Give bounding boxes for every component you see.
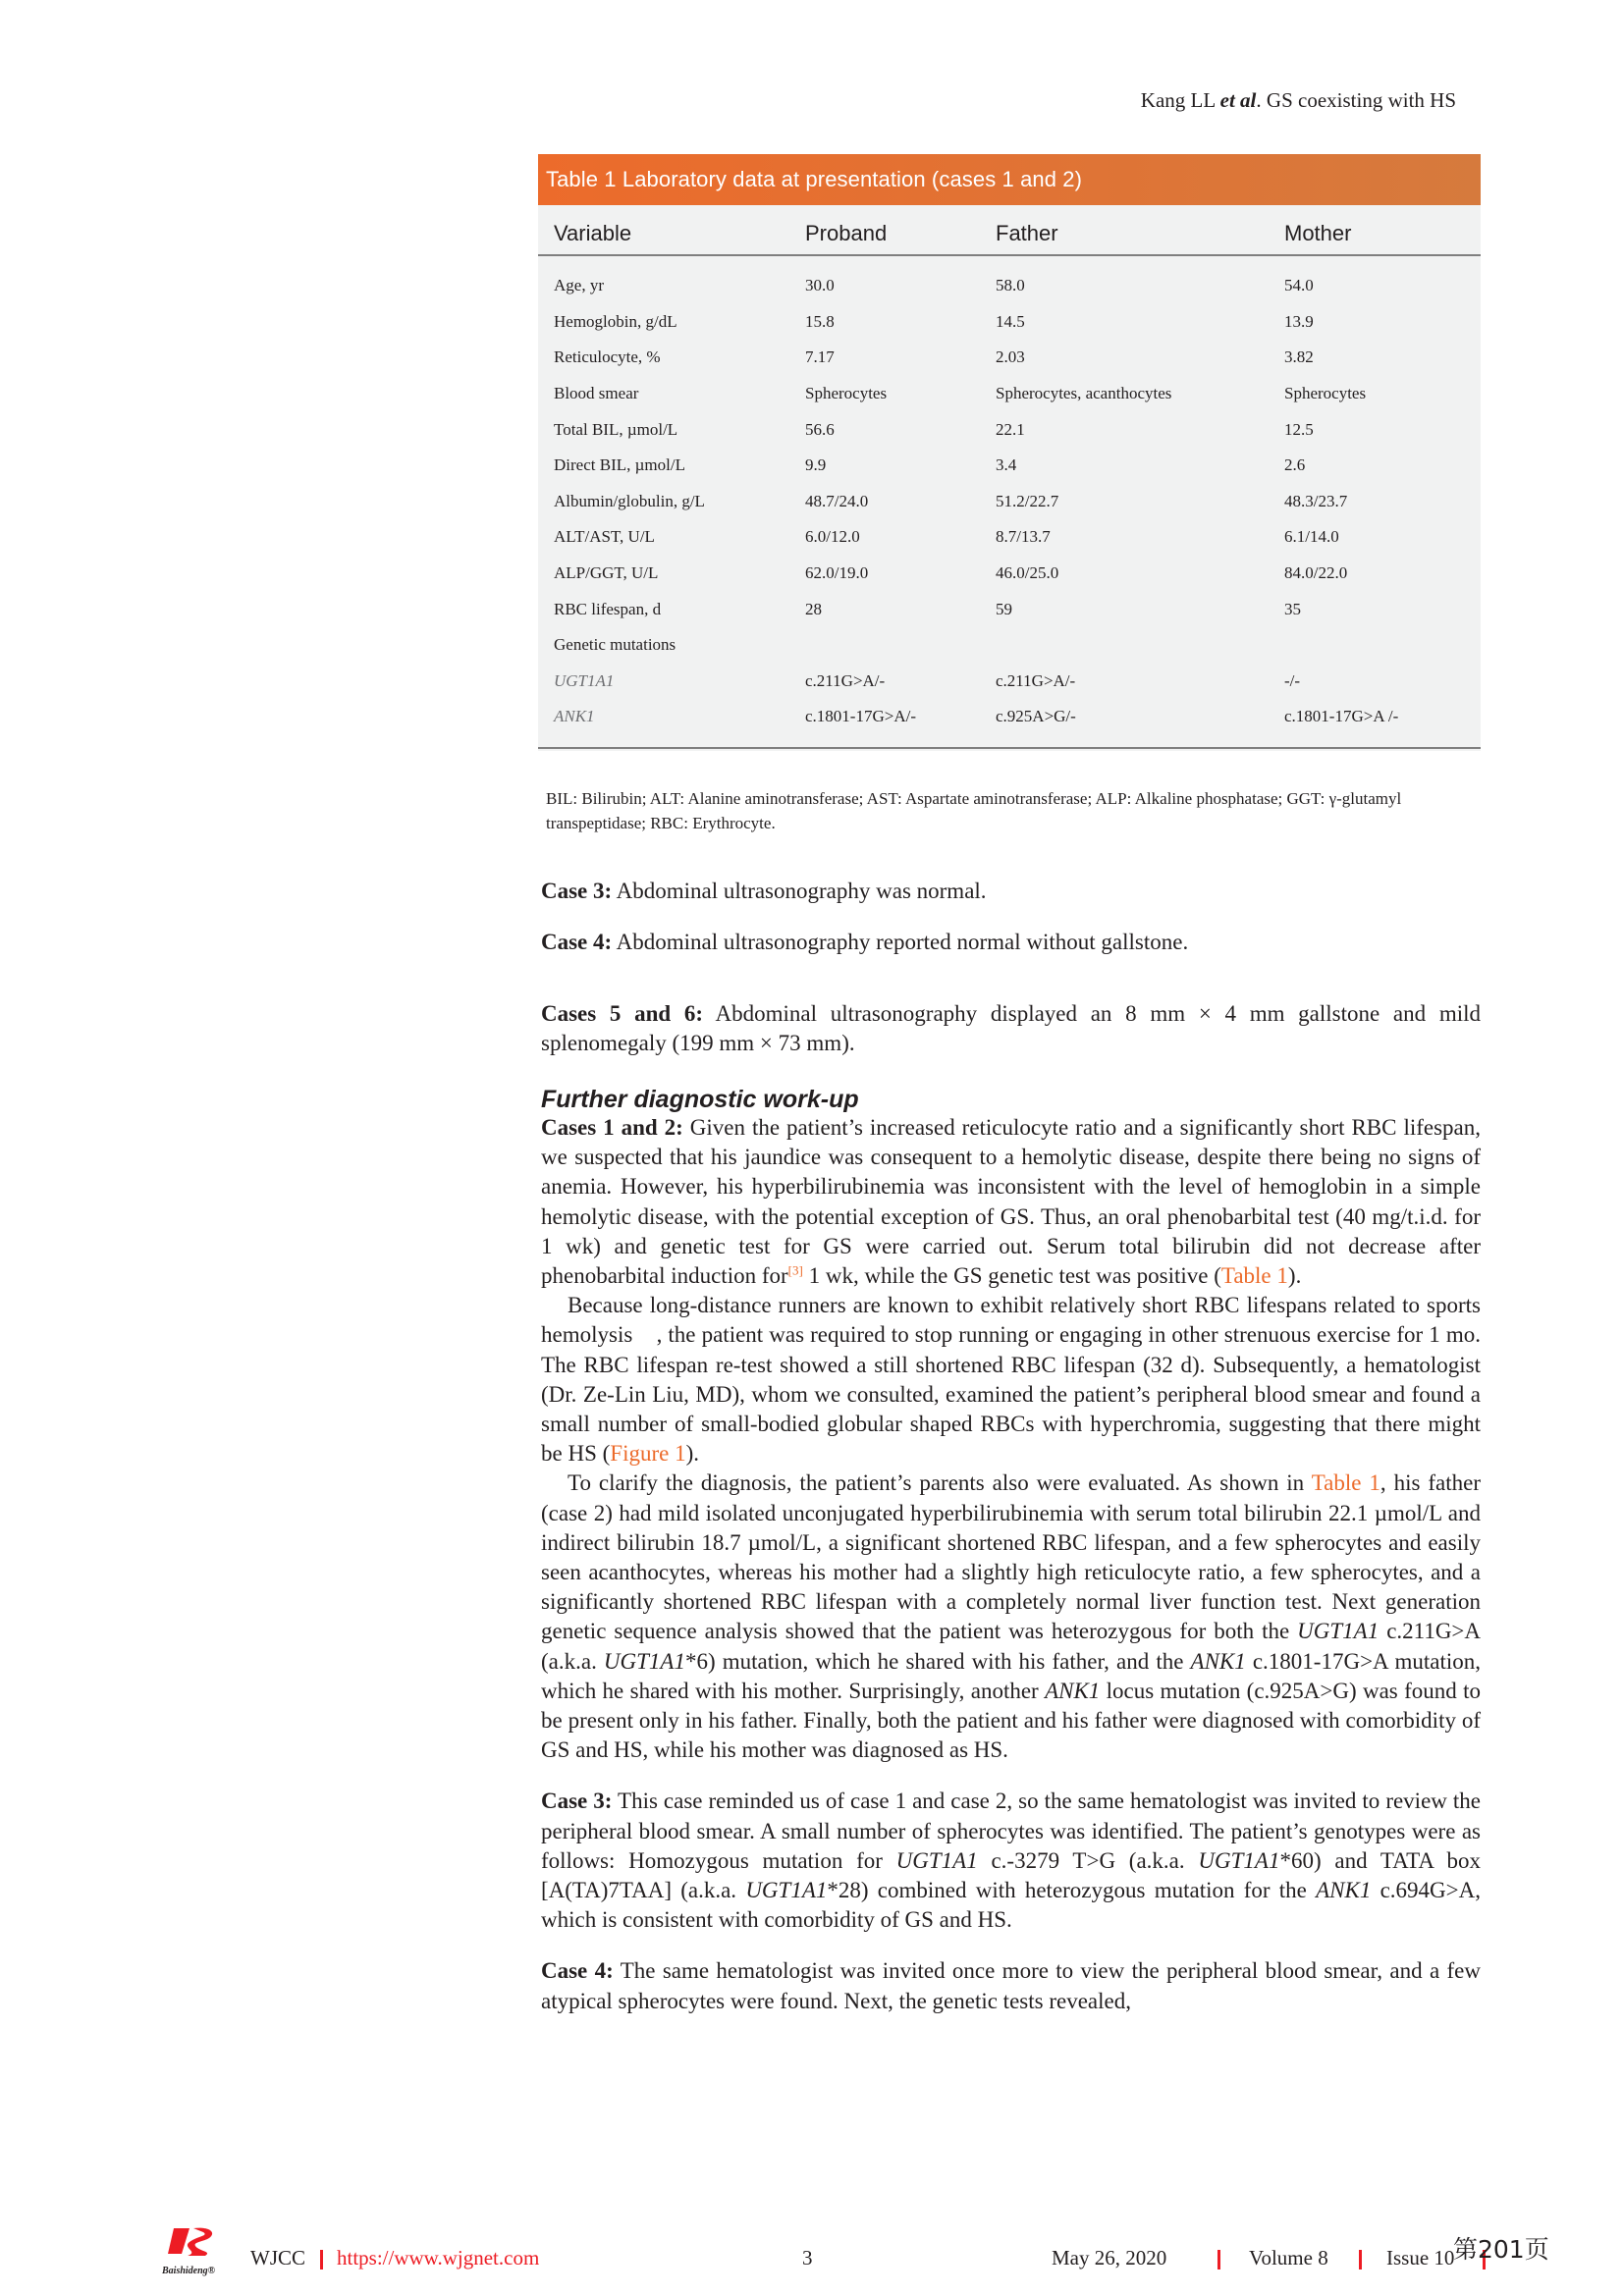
case-4-text: Abdominal ultrasonography reported normal without gallstone. xyxy=(612,930,1189,954)
cn-page-number: 第201页 xyxy=(1453,2235,1549,2264)
table-cell: 7.17 xyxy=(805,347,835,367)
section-heading: Further diagnostic work-up xyxy=(541,1086,859,1113)
table-row xyxy=(538,268,1481,304)
table-cell: Albumin/globulin, g/L xyxy=(554,491,705,510)
table-row xyxy=(538,627,1481,664)
paragraph-label: Cases 1 and 2: xyxy=(541,1115,683,1140)
running-head-et-al: et al xyxy=(1219,88,1257,112)
cases-5-6-paragraph xyxy=(541,999,1481,1058)
table-cell: Blood smear xyxy=(554,384,639,403)
running-head-authors: Kang LL xyxy=(1140,88,1216,112)
paragraph-text: c.-3279 T>G (a.k.a. xyxy=(977,1847,1199,1873)
publication-date: May 26, 2020 xyxy=(1052,2246,1167,2269)
cases-5-6-text: Abdominal ultrasonography displayed an 8 mm × 4 mm gallstone and mild splenomegaly (199 mm × 73 mm). xyxy=(541,1001,1481,1056)
paragraph-text: , the patient was required to stop running or engaging in other strenuous exercise for 1 mo. The RBC lifespan re-test showed a still shortened RBC lifespan (32 d). Subsequently, a hematologist (Dr. Ze-Lin Liu, MD), whom we consulted, examined the patient’s peripheral blood smear and found a small number of small-bodied globular shaped RBCs with hyperchromia, suggesting that there might be HS ( xyxy=(541,1322,1481,1467)
table-cell: 35 xyxy=(1284,599,1301,618)
gene-name: ANK1 xyxy=(1316,1878,1372,1903)
paragraph-text: locus mutation (c.925A>G) was found to be present only in his father. Finally, both the patient and his father were diagnosed with comorbidity of GS and HS, while his mother was diagnosed as HS. xyxy=(541,1678,1481,1763)
paragraph-case-3 xyxy=(541,1787,1481,1935)
running-head-title: . GS coexisting with HS xyxy=(1256,88,1456,112)
page-footer xyxy=(0,2235,1623,2287)
gene-name: UGT1A1 xyxy=(1198,1847,1280,1873)
table-footnote: BIL: Bilirubin; ALT: Alanine aminotransferase; AST: Aspartate aminotransferase; ALP: Alkaline phosphatase; GGT: γ-glutamyl transpeptidase; RBC: Erythrocyte. xyxy=(546,789,1402,832)
table-cell: 84.0/22.0 xyxy=(1284,563,1348,583)
table-cell: 9.9 xyxy=(805,455,827,475)
cases-5-6-label: Cases 5 and 6: xyxy=(541,1001,704,1026)
table-cell: 54.0 xyxy=(1284,276,1314,295)
table-cell: Spherocytes, acanthocytes xyxy=(996,384,1172,403)
table-1-link[interactable]: Table 1 xyxy=(1220,1263,1288,1289)
table-row xyxy=(538,699,1481,735)
case-3-text: Abdominal ultrasonography was normal. xyxy=(612,879,987,903)
running-head xyxy=(1141,88,1456,113)
table-cell: 15.8 xyxy=(805,311,835,331)
table-cell: ALP/GGT, U/L xyxy=(554,563,659,583)
paragraph-text: To clarify the diagnosis, the patient’s parents also were evaluated. As shown in xyxy=(568,1470,1312,1496)
table-cell: 14.5 xyxy=(996,311,1025,331)
gene-name: UGT1A1 xyxy=(1297,1619,1380,1644)
volume: Volume 8 xyxy=(1249,2246,1328,2269)
table-cell: Total BIL, µmol/L xyxy=(554,419,678,439)
case-4-paragraph xyxy=(541,928,1481,957)
table-1-link[interactable]: Table 1 xyxy=(1311,1470,1380,1496)
paragraph-text: *60) and TATA box [A(TA)7TAA] (a.k.a. xyxy=(541,1847,1481,1903)
table-cell: 58.0 xyxy=(996,276,1025,295)
table-cell: Spherocytes xyxy=(805,384,888,403)
paragraph-text: *6) mutation, which he shared with his father, and the xyxy=(684,1648,1191,1674)
table-cell: RBC lifespan, d xyxy=(554,599,662,618)
table-body xyxy=(538,205,1481,751)
table-cell: 6.1/14.0 xyxy=(1284,527,1339,547)
table-header-cell: Father xyxy=(996,221,1058,245)
table-row xyxy=(538,591,1481,627)
table-cell: 56.6 xyxy=(805,419,835,439)
case-3-paragraph xyxy=(541,877,1481,906)
table-cell: 59 xyxy=(996,599,1012,618)
table-cell: ALT/AST, U/L xyxy=(554,527,655,547)
paragraph-parents xyxy=(541,1468,1481,1765)
journal-url-link[interactable]: https://www.wjgnet.com xyxy=(337,2246,540,2269)
case-4-label: Case 4: xyxy=(541,930,613,954)
table-cell: 48.7/24.0 xyxy=(805,491,869,510)
table-cell: 8.7/13.7 xyxy=(996,527,1051,547)
table-header-cell: Mother xyxy=(1284,221,1352,245)
table-row xyxy=(538,376,1481,412)
table-row xyxy=(538,411,1481,448)
table-cell: Hemoglobin, g/dL xyxy=(554,311,677,331)
table-cell: 62.0/19.0 xyxy=(805,563,869,583)
table-cell: UGT1A1 xyxy=(554,670,615,690)
table-cell: ANK1 xyxy=(554,707,595,726)
table-cell: -/- xyxy=(1284,670,1301,690)
table-row xyxy=(538,664,1481,700)
table-1 xyxy=(538,154,1481,751)
table-cell: c.1801-17G>A /- xyxy=(1284,707,1399,726)
table-cell: 30.0 xyxy=(805,276,835,295)
table-cell: 12.5 xyxy=(1284,419,1314,439)
table-row xyxy=(538,484,1481,520)
table-cell: 2.03 xyxy=(996,347,1025,367)
table-row xyxy=(538,340,1481,376)
table-cell: 3.4 xyxy=(996,455,1017,475)
table-cell: Reticulocyte, % xyxy=(554,347,661,367)
gene-name: UGT1A1 xyxy=(745,1878,828,1903)
paragraph-label: Case 4: xyxy=(541,1958,614,1984)
paragraph-text: The same hematologist was invited once more to view the peripheral blood smear, and a few atypical spherocytes were found. Next, the genetic tests revealed, xyxy=(541,1958,1481,2013)
table-cell: Age, yr xyxy=(554,276,604,295)
table-title: Table 1 Laboratory data at presentation (cases 1 and 2) xyxy=(538,154,1481,205)
separator-bar xyxy=(320,2246,323,2270)
paragraph-case-4 xyxy=(541,1956,1481,2015)
paragraph-text: ). xyxy=(685,1441,700,1467)
paragraph-text: ). xyxy=(1287,1263,1302,1289)
table-row xyxy=(538,519,1481,556)
table-cell: Genetic mutations xyxy=(554,635,676,655)
table-cell: 13.9 xyxy=(1284,311,1314,331)
paragraph-text: Given the patient’s increased reticulocyte ratio and a significantly short RBC lifespan, we suspected that his jaundice was consequent to a hemolytic disease, despite there being no signs of anemia. However, his hyperbilirubinemia was inconsistent with the level of hemoglobin in a simple hemolytic disease, with the potential exception of GS. Thus, an oral phenobarbital test (40 mg/t.i.d. for 1 wk) and genetic test for GS were carried out. Serum total bilirubin did not decrease after phenobarbital induction for xyxy=(541,1115,1481,1289)
paragraph-text: c.1801-17G>A mutation, which he shared with his mother. Surprisingly, another xyxy=(541,1648,1481,1703)
table-cell: Direct BIL, µmol/L xyxy=(554,455,685,475)
separator-bar xyxy=(1217,2246,1220,2270)
separator-bar xyxy=(1359,2246,1362,2270)
gene-name: ANK1 xyxy=(1045,1678,1101,1703)
paragraph-text: 1 wk, while the GS genetic test was positive ( xyxy=(802,1263,1221,1289)
gene-name: UGT1A1 xyxy=(895,1847,978,1873)
table-cell: Spherocytes xyxy=(1284,384,1367,403)
table-cell: 2.6 xyxy=(1284,455,1306,475)
paragraph-text: , his father (case 2) had mild isolated unconjugated hyperbilirubinemia with serum total bilirubin 22.1 µmol/L and indirect bilirubin 18.7 µmol/L, a significant shortened RBC lifespan, and a few spherocytes and easily seen acanthocytes, whereas his mother had a slightly high reticulocyte ratio, a few spherocytes, and a significantly shortened RBC lifespan with a completely normal liver function test. Next generation genetic sequence analysis showed that the patient was heterozygous for both the xyxy=(541,1470,1481,1644)
table-cell: c.211G>A/- xyxy=(805,670,886,690)
table-row xyxy=(538,448,1481,484)
table-header-row xyxy=(538,205,1481,256)
paragraph-text: *28) combined with heterozygous mutation for the xyxy=(827,1878,1317,1903)
table-header-cell: Variable xyxy=(554,221,632,245)
table-cell: c.925A>G/- xyxy=(996,707,1076,726)
page-number: 3 xyxy=(802,2246,813,2269)
gene-name: UGT1A1 xyxy=(603,1648,685,1674)
figure-1-link[interactable]: Figure 1 xyxy=(610,1441,686,1467)
paragraph-runners xyxy=(541,1291,1481,1468)
table-row xyxy=(538,556,1481,592)
table-cell: 51.2/22.7 xyxy=(996,491,1059,510)
table-cell: 46.0/25.0 xyxy=(996,563,1059,583)
table-row xyxy=(538,304,1481,341)
paragraph-label: Case 3: xyxy=(541,1789,613,1814)
logo-text: Baishideng® xyxy=(162,2266,216,2276)
table-cell: c.211G>A/- xyxy=(996,670,1076,690)
table-cell: 6.0/12.0 xyxy=(805,527,860,547)
gene-name: ANK1 xyxy=(1190,1648,1246,1674)
table-cell: 48.3/23.7 xyxy=(1284,491,1348,510)
body-text-block xyxy=(541,1113,1481,2016)
journal-abbrev: WJCC xyxy=(250,2246,306,2269)
table-cell: 28 xyxy=(805,599,822,618)
table-rows xyxy=(538,256,1481,749)
paragraph-text: c.694G>A, which is consistent with comorbidity of GS and HS. xyxy=(541,1878,1481,1933)
table-header-cell: Proband xyxy=(805,221,888,245)
paragraph-text: c.211G>A (a.k.a. xyxy=(541,1619,1482,1674)
paragraph-text: This case reminded us of case 1 and case 2, so the same hematologist was invited to review the peripheral blood smear. A small number of spherocytes was identified. The patient’s genotypes were as follows: Homozygous mutation for xyxy=(541,1789,1481,1873)
paragraph-cases-1-2 xyxy=(541,1113,1481,1291)
paragraph-text: Because long-distance runners are known to exhibit relatively short RBC lifespans related to sports hemolysis xyxy=(541,1293,1481,1348)
table-cell: c.1801-17G>A/- xyxy=(805,707,916,726)
case-3-label: Case 3: xyxy=(541,879,613,903)
issue: Issue 10 xyxy=(1386,2246,1455,2269)
reference-citation[interactable]: [3] xyxy=(787,1262,803,1278)
table-cell: 3.82 xyxy=(1284,347,1314,367)
table-cell: 22.1 xyxy=(996,419,1025,439)
